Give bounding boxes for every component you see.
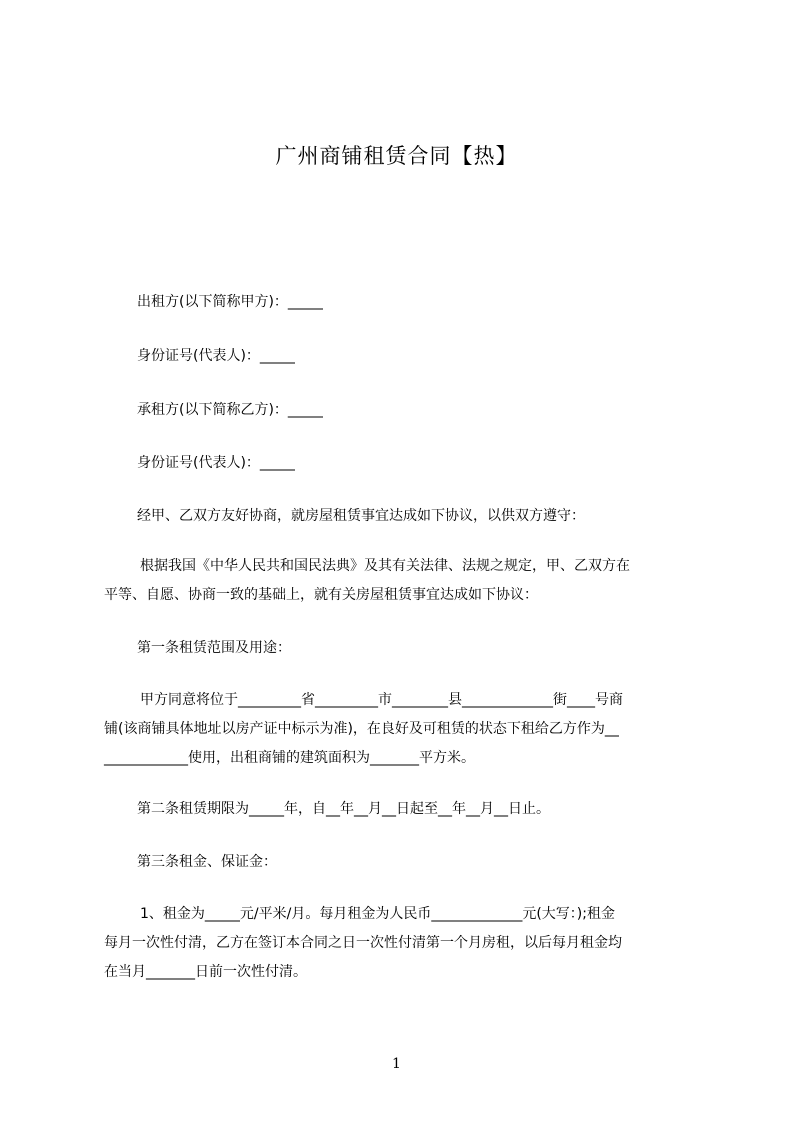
article1-line-2: 铺(该商铺具体地址以房产证中标示为准)，在良好及可租赁的状态下租给乙方作为__ — [104, 721, 619, 737]
lessee-id-line: 身份证号(代表人)：_____ — [137, 455, 295, 471]
article1-heading: 第一条租赁范围及用途： — [137, 640, 291, 656]
legal-basis-paragraph — [104, 552, 700, 610]
lessor-id-line: 身份证号(代表人)：_____ — [137, 348, 295, 364]
rent-paragraph — [104, 900, 700, 987]
article2-line: 第二条租赁期限为_____年，自__年__月__日起至__年__月__日止。 — [137, 801, 550, 817]
document-title: 广州商铺租赁合同【热】 — [275, 144, 518, 168]
legal-basis-line-2: 平等、自愿、协商一致的基础上，就有关房屋租赁事宜达成如下协议： — [104, 587, 538, 603]
rent-line-1: 1、租金为_____元/平米/月。每月租金为人民币_____________元(大写：);租金 — [140, 906, 615, 922]
rent-line-2: 每月一次性付清，乙方在签订本合同之日一次性付清第一个月房租，以后每月租金均 — [104, 935, 622, 951]
article1-line-3: ____________使用，出租商铺的建筑面积为_______平方米。 — [104, 750, 475, 766]
lessor-line: 出租方(以下简称甲方)：_____ — [137, 294, 323, 310]
rent-line-3: 在当月_______日前一次性付清。 — [104, 964, 307, 980]
page-number: 1 — [392, 1056, 401, 1072]
article3-heading: 第三条租金、保证金： — [137, 854, 277, 870]
article1-line-1: 甲方同意将位于_________省_________市________县_____________街____号商 — [140, 692, 623, 708]
legal-basis-line-1: 根据我国《中华人民共和国民法典》及其有关法律、法规之规定，甲、乙双方在 — [140, 558, 630, 574]
lessee-line: 承租方(以下简称乙方)：_____ — [137, 402, 323, 418]
preamble-line: 经甲、乙双方友好协商，就房屋租赁事宜达成如下协议，以供双方遵守： — [137, 508, 585, 524]
article1-paragraph — [104, 686, 700, 773]
